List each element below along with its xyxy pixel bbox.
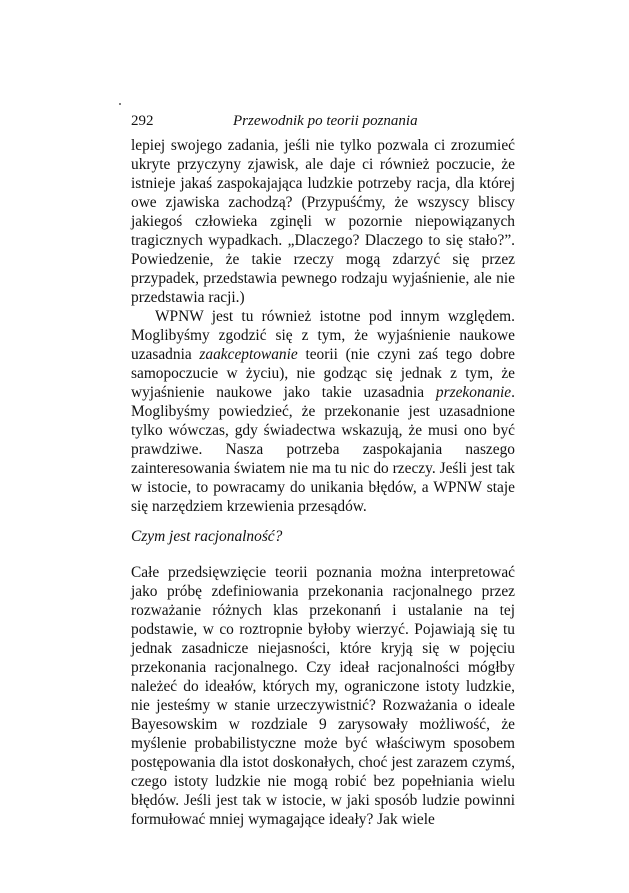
section-heading: Czym jest racjonalność? xyxy=(131,528,283,545)
running-head xyxy=(131,111,515,131)
emphasis-text: zaakceptowanie xyxy=(199,346,298,363)
paragraph-text: teorii (nie czyni zaś tego dobre samopoczucie w życiu), nie godząc się jednak z tym, że wyjaśnienie naukowe jako takie uzasadnia xyxy=(131,346,515,401)
paragraph-wpnw xyxy=(131,307,515,516)
paragraph-continued: lepiej swojego zadania, jeśli nie tylko pozwala ci zrozumieć ukryte przyczyny zjawisk, ale daje ci również poczucie, że istnieje jakaś zaspokajająca ludzkie potrzeby racja, dla której owe zjawiska zachodzą? (Przypuśćmy, że wszyscy bliscy jakiegoś człowieka zginęli w pozornie niepowiązanych tragicznych wypadkach. „Dlaczego? Dlaczego to się stało?”. Powiedzenie, że takie rzeczy mogą zdarzyć się przez przypadek, przedstawia pewnego rodzaju wyjaśnienie, ale nie przedstawia racji.) xyxy=(131,137,515,306)
running-title: Przewodnik po teorii poznania xyxy=(233,113,418,129)
paragraph-text: . Moglibyśmy powiedzieć, że przekonanie jest uzasadnione tylko wówczas, gdy świadectwa wskazują, że musi ono być prawdziwe. Nasza potrzeba zaspokajania naszego zainteresowania światem nie ma tu nic do rzeczy. Jeśli jest tak w istocie, to powracamy do unikania błędów, a WPNW staje się narzędziem krzewienia przesądów. xyxy=(131,384,515,515)
print-speck xyxy=(119,103,121,105)
text-section-2 xyxy=(131,563,515,829)
emphasis-text: przekonanie xyxy=(435,384,512,401)
page-number: 292 xyxy=(131,113,154,129)
paragraph-rationality: Całe przedsięwzięcie teorii poznania można interpretować jako próbę zdefiniowania przekonania racjonalnego przez rozważanie różnych klas przekonanń i ustalanie na tej podstawie, w co roztropnie byłoby wierzyć. Pojawiają się tu jednak zasadnicze niejasności, które kryją się w pojęciu przekonania racjonalnego. Czy ideał racjonalności mógłby należeć do ideałów, których my, ograniczone istoty ludzkie, nie jesteśmy w stanie urzeczywistnić? Rozważania o ideale Bayesowskim w rozdziale 9 zarysowały możliwość, że myślenie probabilistyczne może być właściwym sposobem postępowania dla istot doskonałych, choć jest zarazem czymś, czego istoty ludzkie nie mogą robić bez popełniania wielu błędów. Jeśli jest tak w istocie, w jaki sposób ludzie powinni formułować mniej wymagające ideały? Jak wiele xyxy=(131,564,515,828)
text-section-1 xyxy=(131,136,515,516)
paragraph-text: WPNW jest tu również istotne pod innym względem. Moglibyśmy zgodzić się z tym, że wyjaśnienie naukowe uzasadnia xyxy=(131,308,515,363)
